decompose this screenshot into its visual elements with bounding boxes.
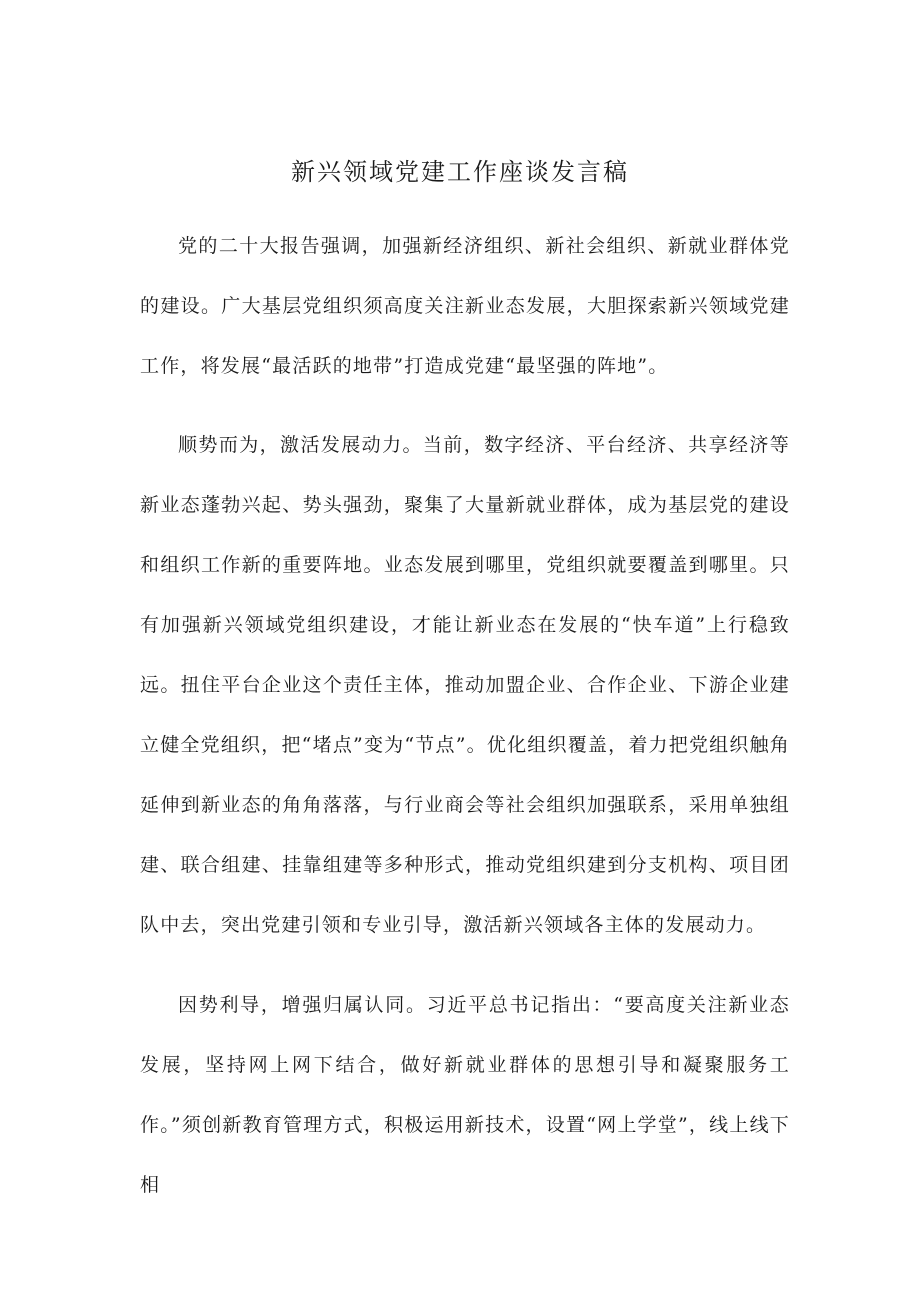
paragraph-belonging: 因势利导，增强归属认同。习近平总书记指出：“要高度关注新业态发展，坚持网上网下结合，做好新就业群体的思想引导和凝聚服务工作。”须创新教育管理方式，积极运用新技术，设置“网上学堂”，线上线下相 — [140, 994, 790, 1196]
document-title: 新兴领域党建工作座谈发言稿 — [291, 158, 629, 186]
paragraph-momentum: 顺势而为，激活发展动力。当前，数字经济、平台经济、共享经济等新业态蓬勃兴起、势头强劲，聚集了大量新就业群体，成为基层党的建设和组织工作新的重要阵地。业态发展到哪里，党组织就要覆盖到哪里。只有加强新兴领域党组织建设，才能让新业态在发展的“快车道”上行稳致远。扭住平台企业这个责任主体，推动加盟企业、合作企业、下游企业建立健全党组织，把“堵点”变为“节点”。优化组织覆盖，着力把党组织触角延伸到新业态的角角落落，与行业商会等社会组织加强联系，采用单独组建、联合组建、挂靠组建等多种形式，推动党组织建到分支机构、项目团队中去，突出党建引领和专业引导，激活新兴领域各主体的发展动力。 — [140, 434, 790, 936]
paragraph-intro: 党的二十大报告强调，加强新经济组织、新社会组织、新就业群体党的建设。广大基层党组织须高度关注新业态发展，大胆探索新兴领域党建工作，将发展“最活跃的地带”打造成党建“最坚强的阵地”。 — [140, 235, 790, 377]
